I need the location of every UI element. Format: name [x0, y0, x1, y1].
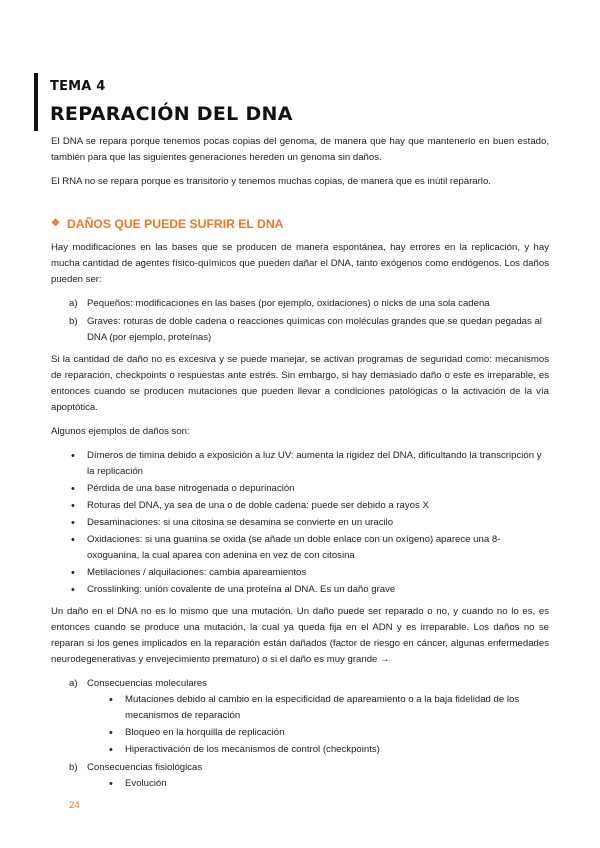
- list-item: • Pérdida de una base nitrogenada o depurinación: [51, 481, 549, 497]
- list-marker: b): [69, 316, 78, 327]
- section-paragraph-1: Hay modificaciones en las bases que se producen de manera espontánea, hay errores en la replicación, y hay mucha cantidad de agentes físico-químicos que pueden dañar el DNA, tanto exógenos como endógenos. Los daños pueden ser:: [51, 242, 549, 285]
- damage-examples-list: [51, 448, 549, 598]
- damage-types-list: [51, 296, 549, 346]
- list-item: • Oxidaciones: si una guanina se oxida (se añade un doble enlace con un oxígeno) aparece una 8-oxoguanina, la cual aparea con adenina en vez de con citosina: [51, 532, 549, 564]
- list-item: [51, 676, 549, 758]
- section-paragraph-4: Un daño en el DNA no es lo mismo que una mutación. Un daño puede ser reparado o no, y cuando no lo es, es entonces cuando se produce una mutación, la cual ya queda fija en el ADN y es irreparable. Los daños no se reparan si los genes implicados en la reparación están dañados (factor de riesgo en cáncer, algunas enfermedades neurodegenerativas y envejecimiento prematuro) o si el daño es muy grande →: [51, 606, 549, 665]
- chapter-label: TEMA 4: [50, 79, 106, 94]
- consequences-list: [51, 676, 549, 792]
- list-item: • Metilaciones / alquilaciones: cambia apareamientos: [51, 565, 549, 581]
- section-heading-text: DAÑOS QUE PUEDE SUFRIR EL DNA: [66, 217, 284, 231]
- physiological-consequences-list: [87, 776, 549, 792]
- section-heading: [51, 216, 549, 232]
- list-item-text: Graves: roturas de doble cadena o reacciones químicas con moléculas grandes que se quedan pegadas al DNA (por ejemplo, proteínas): [87, 316, 542, 343]
- list-item: • Desaminaciones: si una citosina se desamina se convierte en un uracilo: [51, 515, 549, 531]
- list-item: [51, 760, 549, 792]
- section-paragraph-3: Algunos ejemplos de daños son:: [51, 426, 190, 437]
- molecular-consequences-list: [87, 692, 549, 758]
- list-item-text: Pequeños: modificaciones en las bases (por ejemplo, oxidaciones) o nicks de una sola cadena: [87, 298, 490, 309]
- page-title: REPARACIÓN DEL DNA: [50, 103, 293, 125]
- content: [51, 134, 549, 798]
- intro-paragraph-1: El DNA se repara porque tenemos pocas copias del genoma, de manera que hay que mantenerlo en buen estado, también para que las siguientes generaciones hereden un genoma sin daños.: [51, 136, 549, 163]
- list-item: • Roturas del DNA, ya sea de una o de doble cadena: puede ser debido a rayos X: [51, 498, 549, 514]
- diamond-bullet-icon: ❖: [51, 218, 60, 229]
- list-marker: a): [69, 298, 78, 309]
- list-marker: a): [69, 678, 78, 689]
- list-item-text: Consecuencias fisiológicas: [87, 762, 203, 773]
- list-item: • Mutaciones debido al cambio en la especificidad de apareamiento o a la baja fidelidad de los mecanismos de reparación: [87, 692, 549, 724]
- list-item: [51, 296, 549, 312]
- list-item: • Crosslinking: unión covalente de una proteína al DNA. Es un daño grave: [51, 582, 549, 598]
- list-item-text: Consecuencias moleculares: [87, 678, 207, 689]
- section-paragraph-2: Si la cantidad de daño no es excesiva y se puede manejar, se activan programas de seguridad como: mecanismos de reparación, checkpoints o respuestas ante estrés. Sin embargo, si hay demasiado daño o este es irreparable, es entonces cuando se producen mutaciones que pueden llevar a condiciones patológicas o la activación de la vía apoptótica.: [51, 354, 549, 413]
- list-item: • Hiperactivación de los mecanismos de control (checkpoints): [87, 742, 549, 758]
- list-item: • Dímeros de timina debido a exposición a luz UV: aumenta la rigidez del DNA, dificultando la transcripción y la replicación: [51, 448, 549, 480]
- list-item: • Bloqueo en la horquilla de replicación: [87, 725, 549, 741]
- title-accent-bar: [34, 73, 38, 131]
- page-number: 24: [69, 800, 80, 811]
- list-item: [51, 314, 549, 346]
- intro-paragraph-2: El RNA no se repara porque es transitorio y tenemos muchas copias, de manera que es inútil repararlo.: [51, 176, 491, 187]
- list-item: • Evolución: [87, 776, 549, 792]
- list-marker: b): [69, 762, 78, 773]
